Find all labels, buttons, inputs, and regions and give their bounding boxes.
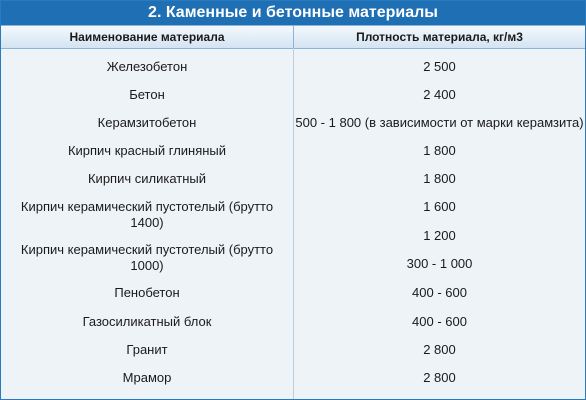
cell-material-name: Керамзитобетон [97,115,197,130]
cell-density: 500 - 1 800 (в зависимости от марки керамзита) [295,115,584,130]
cell-material-name: Газосиликатный блок [82,314,212,329]
cell-material-name: Гранит [126,342,168,357]
cell-material-name: Бетон [129,87,165,102]
cell-density: 2 800 [423,370,456,385]
column-header-material-name: Наименование материала [1,26,294,48]
cell-material-name: Кирпич силикатный [87,171,206,186]
cell-density: 1 200 [423,228,456,243]
cell-density: 1 800 [423,143,456,158]
cell-material-name: Кирпич керамический пустотелый (брутто 1000) [20,242,274,273]
column-header-density: Плотность материала, кг/м3 [356,30,523,44]
cell-density: 2 500 [423,59,456,74]
cell-density: 2 400 [423,87,456,102]
cell-density: 2 800 [423,342,456,357]
table-header-row [1,25,585,49]
table-title: 2. Каменные и бетонные материалы [1,1,585,25]
cell-material-name: Кирпич красный глиняный [67,143,227,158]
cell-material-name: Кирпич керамический пустотелый (брутто 1400) [20,199,274,230]
cell-material-name: Пенобетон [114,285,180,300]
cell-density: 300 - 1 000 [406,256,473,271]
cell-density: 400 - 600 [412,314,467,329]
table-body [1,48,585,399]
cell-material-name: Мрамор [122,370,172,385]
cell-material-name: Железобетон [106,59,188,74]
cell-density: 1 600 [423,199,456,214]
cell-density: 1 800 [423,171,456,186]
cell-density: 400 - 600 [412,285,467,300]
